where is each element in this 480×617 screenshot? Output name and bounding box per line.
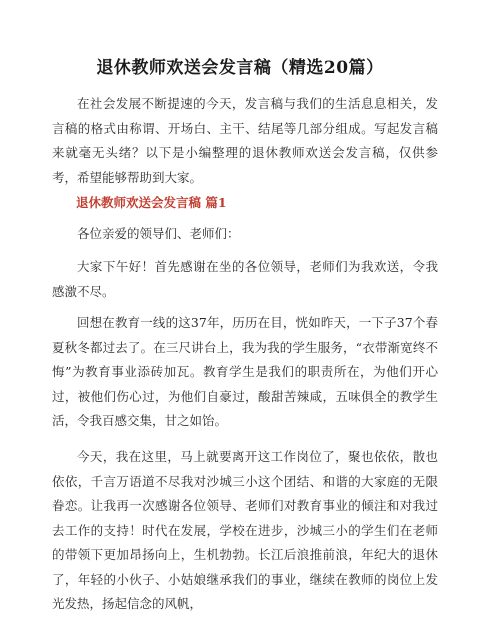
intro-paragraph: 在社会发展不断提速的今天，发言稿与我们的生活息息相关，发言稿的格式由称谓、开场白、主干、结尾等几部分组成。写起发言稿来就毫无头绪？以下是小编整理的退休教师欢送会发言稿，仅供参考，希望能够帮助到大家。 [52,96,438,185]
recollection-paragraph: 回想在教育一线的这37年，历历在目，恍如昨天，一下子37个春夏秋冬都过去了。在三尺讲台上，我为我的学生服务，“衣带渐宽终不悔”为教育事业添砖加瓦。教育学生是我们的职责所在，为他们开心过，被他们伤心过，为他们自豪过，酸甜苦辣咸，五味俱全的教学生活，令我百感交集，甘之如饴。 [52,315,438,428]
section-heading: 退休教师欢送会发言稿 篇1 [76,195,227,210]
salutation-paragraph: 各位亲爱的领导们、老师们： [77,226,240,241]
farewell-paragraph: 今天，我在这里，马上就要离开这工作岗位了，聚也依依，散也依依，千言万语道不尽我对沙城三小这个团结、和谐的大家庭的无限眷恋。让我再一次感谢各位领导、老师们对教育事业的倾注和对我过去工作的支持！时代在发展，学校在进步，沙城三小的学生们在老师的带领下更加昂扬向上，生机勃勃。长江后浪推前浪，年纪大的退休了，年轻的小伙子、小姑娘继承我们的事业，继续在教师的岗位上发光发热，扬起信念的风帆， [52,449,438,611]
document-title: 退休教师欢送会发言稿（精选20篇） [96,58,384,78]
greeting-paragraph: 大家下午好！首先感谢在坐的各位领导，老师们为我欢送，令我感激不尽。 [52,259,438,299]
